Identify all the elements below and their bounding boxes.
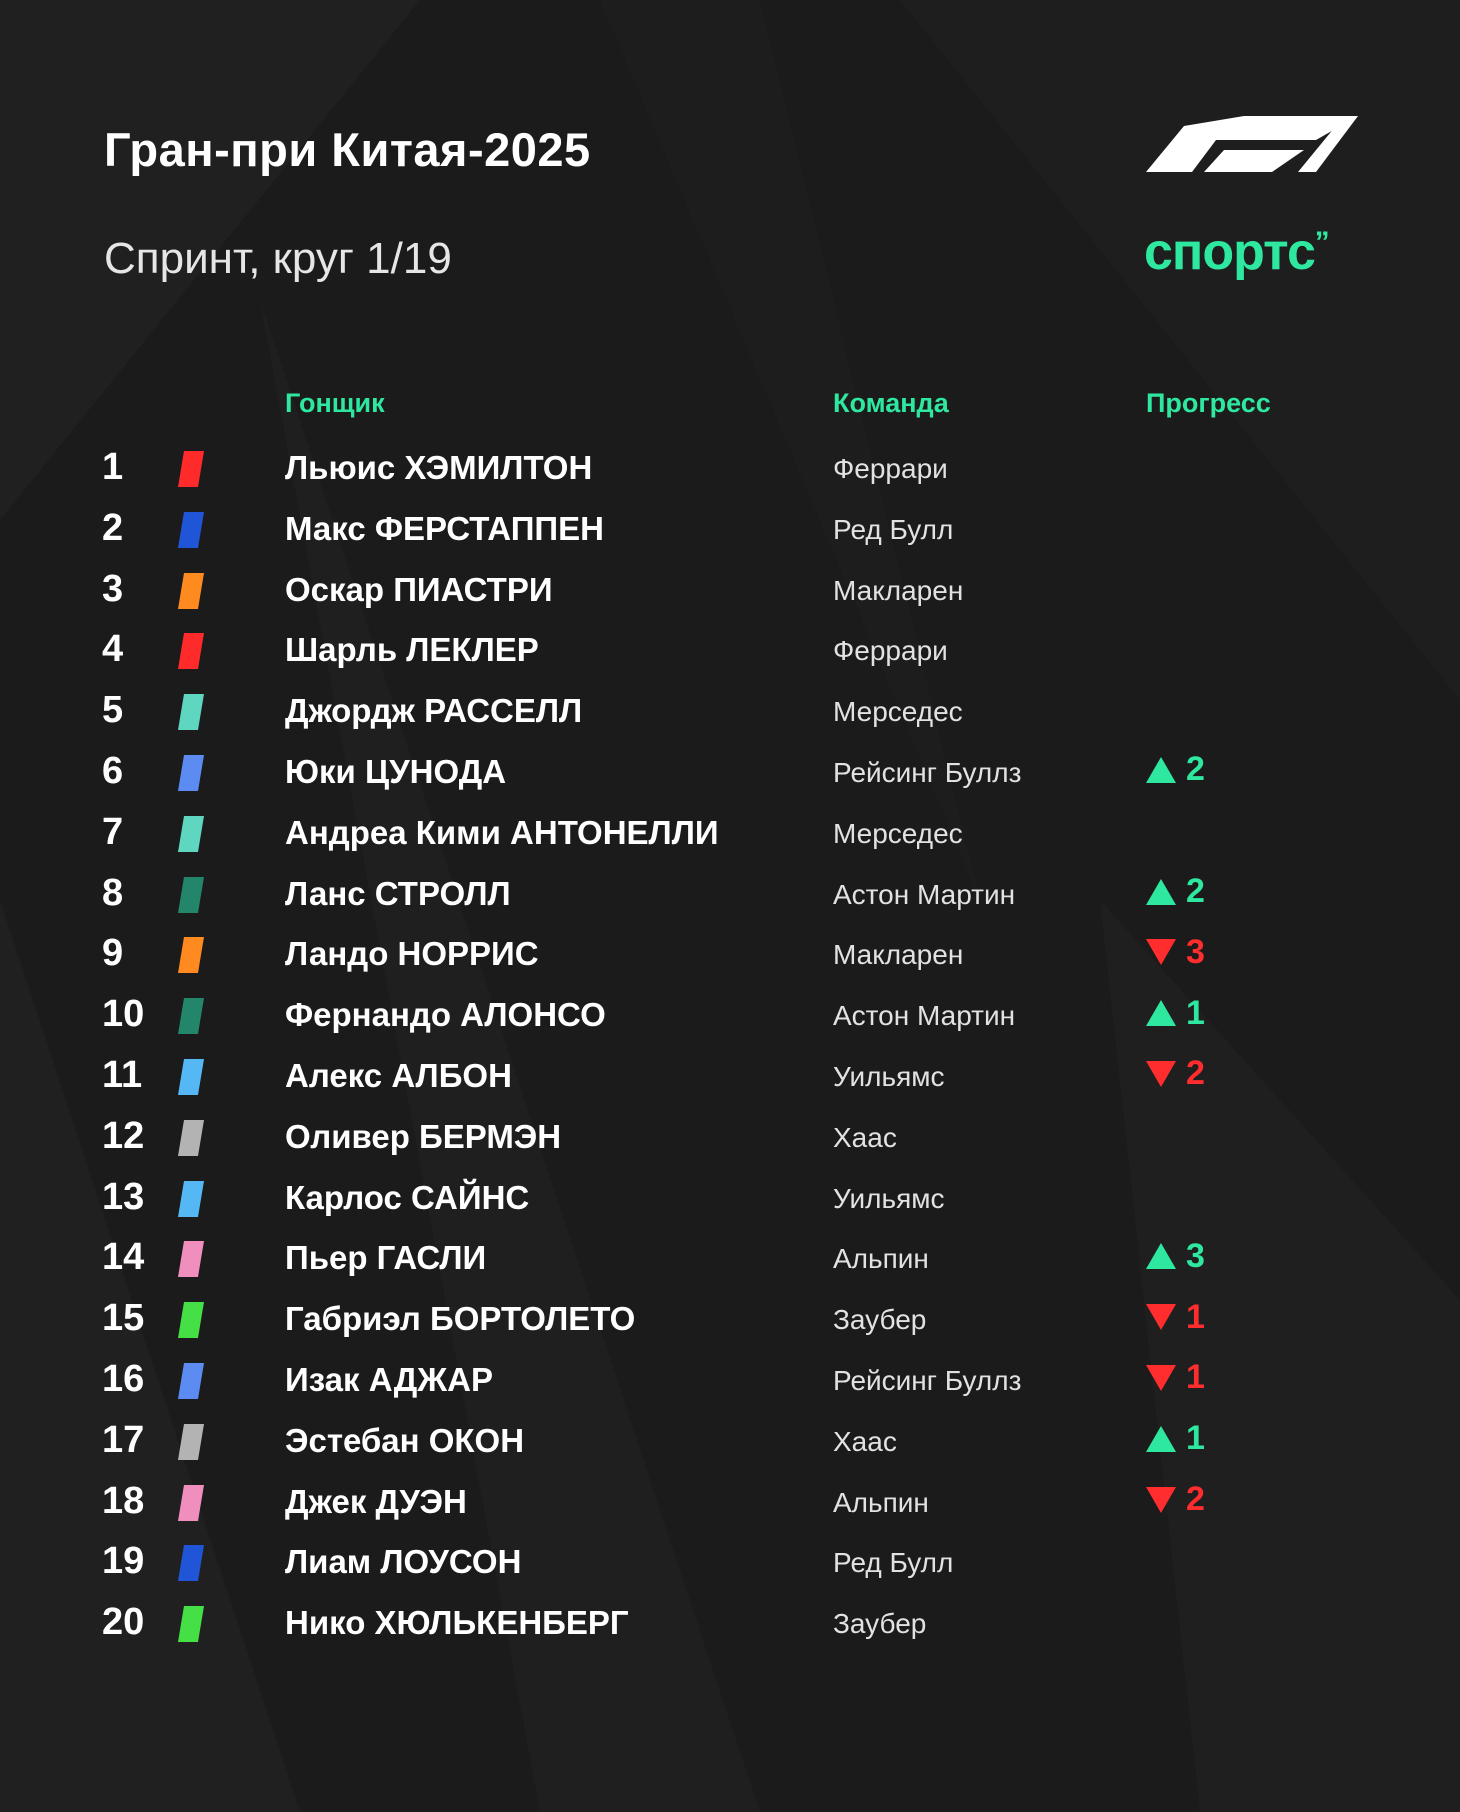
team-name: Ред Булл xyxy=(833,513,954,545)
table-row xyxy=(0,679,1460,740)
team-name: Заубер xyxy=(833,1304,927,1336)
progress-value: 3 xyxy=(1186,1236,1205,1275)
table-row xyxy=(0,618,1460,679)
arrow-down-icon xyxy=(1146,1304,1176,1330)
arrow-up-icon xyxy=(1146,1000,1176,1026)
position-number: 7 xyxy=(102,810,124,853)
driver-name: Ландо НОРРИС xyxy=(285,935,539,973)
progress-indicator xyxy=(1146,872,1205,912)
team-name: Феррари xyxy=(833,453,948,484)
table-row xyxy=(0,497,1460,558)
progress-value: 1 xyxy=(1186,1297,1205,1336)
progress-value: 2 xyxy=(1186,750,1205,789)
position-number: 16 xyxy=(102,1357,145,1400)
progress-value: 2 xyxy=(1186,1480,1205,1519)
f1-logo xyxy=(1144,114,1358,174)
driver-name: Оскар ПИАСТРИ xyxy=(285,570,553,608)
team-color-flag-icon xyxy=(178,1241,204,1277)
driver-name: Андреа Кими АНТОНЕЛЛИ xyxy=(285,813,719,851)
team-color-flag-icon xyxy=(178,573,204,609)
team-color-flag-icon xyxy=(178,877,204,913)
team-name: Рейсинг Буллз xyxy=(833,756,1022,788)
position-number: 13 xyxy=(102,1175,145,1218)
driver-name: Изак АДЖАР xyxy=(285,1360,493,1398)
team-color-flag-icon xyxy=(178,633,204,669)
arrow-down-icon xyxy=(1146,1061,1176,1087)
team-name: Хаас xyxy=(833,1425,897,1457)
team-name: Уильямс xyxy=(833,1060,945,1092)
team-name: Альпин xyxy=(833,1243,929,1275)
progress-indicator xyxy=(1146,932,1205,972)
column-header-progress: Прогресс xyxy=(1146,388,1271,418)
sports-ru-logo-mark: ’’ xyxy=(1314,226,1329,259)
table-row xyxy=(0,740,1460,801)
progress-indicator xyxy=(1146,993,1205,1033)
table-row xyxy=(0,436,1460,497)
driver-name: Макс ФЕРСТАППЕН xyxy=(285,509,604,547)
team-name: Мерседес xyxy=(833,696,963,728)
team-name: Феррари xyxy=(833,635,948,667)
arrow-up-icon xyxy=(1146,879,1176,905)
team-color-flag-icon xyxy=(178,1545,204,1581)
driver-name: Льюис ХЭМИЛТОН xyxy=(285,449,593,486)
driver-name: Шарль ЛЕКЛЕР xyxy=(285,631,539,669)
arrow-up-icon xyxy=(1146,1243,1176,1269)
team-color-flag-icon xyxy=(178,694,204,730)
table-row xyxy=(0,922,1460,983)
table-row xyxy=(0,1226,1460,1287)
position-number: 18 xyxy=(102,1479,145,1522)
progress-value: 3 xyxy=(1186,932,1205,971)
progress-indicator xyxy=(1146,1236,1205,1276)
table-row xyxy=(0,1409,1460,1470)
team-color-flag-icon xyxy=(178,1363,204,1399)
position-number: 2 xyxy=(102,506,124,549)
arrow-up-icon xyxy=(1146,1426,1176,1452)
team-name: Заубер xyxy=(833,1608,927,1640)
standings-table xyxy=(0,436,1460,1652)
driver-name: Алекс АЛБОН xyxy=(285,1056,512,1094)
position-number: 12 xyxy=(102,1114,145,1157)
position-number: 4 xyxy=(102,628,124,671)
table-row xyxy=(0,1287,1460,1348)
progress-indicator xyxy=(1146,1054,1205,1094)
table-row xyxy=(0,1105,1460,1166)
progress-indicator xyxy=(1146,1480,1205,1520)
driver-name: Джордж РАССЕЛЛ xyxy=(285,692,583,730)
table-row xyxy=(0,1166,1460,1227)
driver-name: Юки ЦУНОДА xyxy=(285,752,507,790)
driver-name: Карлос САЙНС xyxy=(285,1178,530,1216)
position-number: 19 xyxy=(102,1540,145,1583)
team-color-flag-icon xyxy=(178,816,204,852)
arrow-down-icon xyxy=(1146,939,1176,965)
column-header-team: Команда xyxy=(833,388,949,418)
progress-indicator xyxy=(1146,1419,1205,1459)
team-color-flag-icon xyxy=(178,755,204,791)
table-row xyxy=(0,1348,1460,1409)
position-number: 14 xyxy=(102,1236,145,1279)
progress-value: 2 xyxy=(1186,1054,1205,1093)
table-row xyxy=(0,983,1460,1044)
table-row xyxy=(0,862,1460,923)
team-name: Альпин xyxy=(833,1486,929,1518)
position-number: 11 xyxy=(102,1053,143,1096)
table-row xyxy=(0,1591,1460,1652)
progress-value: 1 xyxy=(1186,993,1205,1032)
progress-value: 1 xyxy=(1186,1419,1205,1458)
arrow-up-icon xyxy=(1146,757,1176,783)
table-row xyxy=(0,1470,1460,1531)
driver-name: Оливер БЕРМЭН xyxy=(285,1117,562,1155)
team-name: Макларен xyxy=(833,574,964,606)
team-color-flag-icon xyxy=(178,1059,204,1095)
table-row xyxy=(0,558,1460,619)
team-color-flag-icon xyxy=(178,1606,204,1642)
page-title: Гран-при Китая-2025 xyxy=(104,123,591,176)
table-row xyxy=(0,801,1460,862)
progress-indicator xyxy=(1146,750,1205,790)
column-header-driver: Гонщик xyxy=(285,388,385,418)
position-number: 8 xyxy=(102,871,124,914)
progress-indicator xyxy=(1146,1297,1205,1337)
team-name: Астон Мартин xyxy=(833,878,1016,910)
sports-ru-logo-text: спортс xyxy=(1144,223,1315,281)
driver-name: Ланс СТРОЛЛ xyxy=(285,874,511,912)
position-number: 15 xyxy=(102,1297,145,1340)
team-name: Уильямс xyxy=(833,1182,945,1214)
position-number: 17 xyxy=(102,1418,145,1461)
progress-indicator xyxy=(1146,1358,1205,1398)
driver-name: Фернандо АЛОНСО xyxy=(285,996,606,1034)
team-name: Рейсинг Буллз xyxy=(833,1364,1022,1396)
team-name: Астон Мартин xyxy=(833,1000,1016,1032)
position-number: 3 xyxy=(102,567,124,610)
table-row xyxy=(0,1530,1460,1591)
driver-name: Джек ДУЭН xyxy=(285,1482,467,1520)
team-color-flag-icon xyxy=(178,1181,204,1217)
progress-value: 2 xyxy=(1186,872,1205,911)
position-number: 6 xyxy=(102,749,124,792)
team-color-flag-icon xyxy=(178,1120,204,1156)
team-color-flag-icon xyxy=(178,937,204,973)
position-number: 9 xyxy=(102,932,124,975)
sports-ru-logo xyxy=(1144,222,1328,282)
position-number: 20 xyxy=(102,1601,145,1644)
driver-name: Эстебан ОКОН xyxy=(285,1421,525,1459)
arrow-down-icon xyxy=(1146,1487,1176,1513)
driver-name: Габриэл БОРТОЛЕТО xyxy=(285,1300,636,1338)
position-number: 5 xyxy=(102,689,124,732)
arrow-down-icon xyxy=(1146,1365,1176,1391)
driver-name: Пьер ГАСЛИ xyxy=(285,1239,487,1277)
position-number: 1 xyxy=(102,446,124,488)
team-color-flag-icon xyxy=(178,1424,204,1460)
table-row xyxy=(0,1044,1460,1105)
team-color-flag-icon xyxy=(178,1485,204,1521)
page-subtitle: Спринт, круг 1/19 xyxy=(104,234,452,283)
driver-name: Нико ХЮЛЬКЕНБЕРГ xyxy=(285,1604,629,1642)
team-name: Ред Булл xyxy=(833,1547,954,1579)
team-name: Макларен xyxy=(833,939,964,971)
team-name: Хаас xyxy=(833,1121,897,1153)
team-color-flag-icon xyxy=(178,451,204,487)
progress-value: 1 xyxy=(1186,1358,1205,1397)
driver-name: Лиам ЛОУСОН xyxy=(285,1543,522,1581)
team-name: Мерседес xyxy=(833,817,963,849)
team-color-flag-icon xyxy=(178,998,204,1034)
team-color-flag-icon xyxy=(178,1302,204,1338)
position-number: 10 xyxy=(102,993,145,1036)
team-color-flag-icon xyxy=(178,512,204,548)
